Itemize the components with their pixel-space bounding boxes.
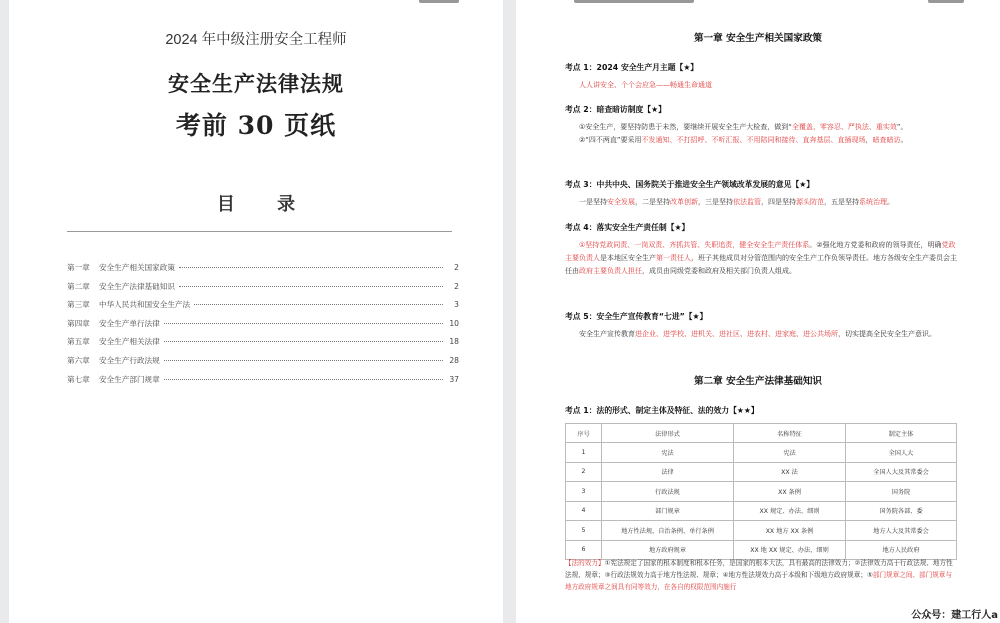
kd-6-title: 考点 1：法的形式、制定主体及特征、法的效力【★★】 xyxy=(565,406,759,415)
toc-item[interactable] xyxy=(67,299,459,318)
table-header-row xyxy=(566,424,957,443)
toc-title: 安全生产行政法规 xyxy=(99,355,160,365)
highlight-run: 进企业、进学校、进机关、进社区、进农村、进家庭、进公共场所 xyxy=(635,330,838,338)
table-cell: 地方人大及其常委会 xyxy=(846,521,957,541)
table-row xyxy=(566,462,957,482)
table-cell: 宪法 xyxy=(734,443,846,463)
text-run: ，五是坚持 xyxy=(824,198,859,206)
toc-chapter: 第六章 xyxy=(67,355,90,365)
toc-leader xyxy=(179,286,443,287)
page-edge-remnant xyxy=(928,0,964,3)
kd-1-title: 考点 1：2024 安全生产月主题【★】 xyxy=(565,63,699,72)
text-run: ①安全生产，要坚持防患于未然，要继续开展安全生产大检查，做到“ xyxy=(579,123,792,131)
chapter-2-title: 第二章 安全生产法律基础知识 xyxy=(693,376,823,387)
toc-heading: 目 录 xyxy=(216,194,314,215)
table-cell: 部门规章 xyxy=(602,501,734,521)
toc-item[interactable] xyxy=(67,336,459,355)
toc-item[interactable] xyxy=(67,355,459,374)
text-run: ， xyxy=(865,136,873,144)
highlight-run: 党政主要负责人 xyxy=(565,241,956,262)
toc-divider xyxy=(67,231,452,232)
table-cell: 全国人大及其常委会 xyxy=(846,462,957,482)
text-run: ”。 xyxy=(896,123,908,131)
highlight-run: 安全发展 xyxy=(607,198,635,206)
toc-page: 2 xyxy=(454,281,459,291)
table-row xyxy=(566,521,957,541)
kd-5-title: 考点 5：安全生产宣传教育“七进”【★】 xyxy=(565,312,708,321)
text-run: 。 xyxy=(887,198,894,206)
highlight-run: 不发通知、不打招呼、不听汇报、不用陪同和接待、直奔基层、直插现场 xyxy=(641,136,866,144)
col-header: 法律形式 xyxy=(602,424,734,443)
col-header: 制定主体 xyxy=(846,424,957,443)
toc-page: 2 xyxy=(454,263,459,272)
cover-title: 安全生产法律法规 xyxy=(168,72,344,96)
table-cell: 地方政府规章 xyxy=(602,540,734,560)
toc-page: 10 xyxy=(449,318,459,328)
toc-title: 中华人民共和国安全生产法 xyxy=(99,300,191,310)
table-cell: XX 规定、办法、细则 xyxy=(734,501,846,521)
kd-2-para-1 xyxy=(565,121,957,134)
toc-page: 28 xyxy=(449,355,459,365)
col-header: 序号 xyxy=(566,424,602,443)
toc-page: 37 xyxy=(449,374,459,384)
kd-3-para xyxy=(565,196,957,209)
table-cell: XX 条例 xyxy=(734,482,846,502)
kd-5-para xyxy=(565,328,957,341)
toc-list xyxy=(67,262,459,392)
highlight-run: ①坚持党政同责、一岗双责、齐抓共管、失职追责，健全安全生产责任体系 xyxy=(579,241,810,249)
page-edge-remnant xyxy=(419,0,459,3)
kd-4-para xyxy=(565,239,957,278)
toc-chapter: 第三章 xyxy=(67,300,90,310)
table-cell: XX 地方 XX 条例 xyxy=(734,521,846,541)
text-run: ①宪法规定了国家的根本制度和根本任务，是国家的根本大法，具有最高的法律效力；②法律效力高于行政法规、地方性法规、规章；③行政法规效力高于地方性法规、规章；④地方性法规效力高于本级和下级地方政府规章；⑤ xyxy=(565,559,953,579)
text-run: 是本地区安全生产 xyxy=(600,254,656,262)
toc-title: 安全生产相关国家政策 xyxy=(99,263,175,272)
kd-4-title: 考点 4：落实安全生产责任制【★】 xyxy=(565,223,690,232)
toc-title: 安全生产相关法律 xyxy=(99,337,160,347)
toc-chapter: 第四章 xyxy=(67,318,90,328)
toc-chapter: 第一章 xyxy=(67,263,90,272)
text-run: 。 xyxy=(900,136,908,144)
table-cell: 法律 xyxy=(602,462,734,482)
table-cell: 国务院各部、委 xyxy=(846,501,957,521)
toc-item[interactable] xyxy=(67,318,459,337)
toc-leader xyxy=(164,323,443,324)
kd-3-title: 考点 3：中共中央、国务院关于推进安全生产领域改革发展的意见【★】 xyxy=(565,180,815,189)
chapter-1-title: 第一章 安全生产相关国家政策 xyxy=(693,33,823,44)
toc-leader xyxy=(164,341,443,342)
col-header: 名称特征 xyxy=(734,424,846,443)
law-effect-note xyxy=(565,557,957,593)
highlight-run: 源头防范 xyxy=(796,198,824,206)
highlight-run: 改革创新 xyxy=(670,198,698,206)
table-cell: 行政法规 xyxy=(602,482,734,502)
toc-chapter: 第七章 xyxy=(67,374,90,384)
table-cell: 5 xyxy=(566,521,602,541)
table-cell: 1 xyxy=(566,443,602,463)
law-forms-table xyxy=(565,423,957,560)
table-cell: 2 xyxy=(566,462,602,482)
table-row xyxy=(566,501,957,521)
toc-leader xyxy=(194,304,443,305)
table-cell: 4 xyxy=(566,501,602,521)
page-edge-remnant xyxy=(574,0,694,3)
table-cell: XX 法 xyxy=(734,462,846,482)
text-run: 。②强化地方党委和政府的领导责任，明确 xyxy=(809,241,942,249)
highlight-run: 暗查暗访 xyxy=(872,136,901,144)
table-cell: 3 xyxy=(566,482,602,502)
toc-title: 安全生产法律基础知识 xyxy=(99,281,175,291)
toc-item[interactable] xyxy=(67,262,459,281)
toc-page: 18 xyxy=(449,337,459,347)
table-cell: 国务院 xyxy=(846,482,957,502)
table-row xyxy=(566,482,957,502)
toc-leader xyxy=(179,267,443,268)
table-cell: 地方性法规、自治条例、单行条例 xyxy=(602,521,734,541)
highlight-run: 全覆盖、零容忍、严执法、重实效 xyxy=(791,123,897,131)
table-cell: 地方人民政府 xyxy=(846,540,957,560)
toc-page: 3 xyxy=(454,300,459,310)
text-run: ，班子其他成员对分管范围内的安全生产工作负领导责任。地方各级安全生产委员会主任由 xyxy=(565,254,957,275)
toc-title: 安全生产部门规章 xyxy=(99,374,160,384)
toc-title: 安全生产单行法律 xyxy=(99,318,160,328)
highlight-run: 【法的效力】 xyxy=(565,559,605,567)
highlight-run: 政府主要负责人担任 xyxy=(579,267,642,275)
text-run: ，成员由同级党委和政府及相关部门负责人组成。 xyxy=(642,267,796,275)
kd-2-title: 考点 2：暗查暗访制度【★】 xyxy=(565,105,666,114)
highlight-run: 第一责任人 xyxy=(656,254,691,262)
left-page xyxy=(9,0,503,623)
kd-1-theme: 人人讲安全、个个会应急——畅通生命通道 xyxy=(579,81,712,89)
table-row xyxy=(566,443,957,463)
highlight-run: 依法监管 xyxy=(733,198,761,206)
toc-item[interactable] xyxy=(67,281,459,300)
right-page xyxy=(516,0,1000,623)
toc-leader xyxy=(164,360,443,361)
table-cell: XX 地 XX 规定、办法、细则 xyxy=(734,540,846,560)
table-cell: 6 xyxy=(566,540,602,560)
text-run: ，二是坚持 xyxy=(635,198,670,206)
toc-leader xyxy=(164,379,443,380)
toc-chapter: 第二章 xyxy=(67,281,90,291)
text-run: ②“四不两直”要采用 xyxy=(579,136,642,144)
text-run: ，切实提高全民安全生产意识。 xyxy=(838,330,936,338)
table-cell: 宪法 xyxy=(602,443,734,463)
toc-chapter: 第五章 xyxy=(67,337,90,347)
text-run: ，四是坚持 xyxy=(761,198,796,206)
cover-subtitle: 2024 年中级注册安全工程师 xyxy=(165,32,347,48)
highlight-run: 系统治理 xyxy=(859,198,887,206)
text-run: 一是坚持 xyxy=(579,198,607,206)
highlight-run: 部门规章之间、部门规章与地方政府规章之间具有同等效力，在各自的权限范围内施行 xyxy=(565,571,952,591)
cover-title-2: 考前 30 页纸 xyxy=(175,111,337,140)
kd-2-para-2 xyxy=(565,134,957,147)
table-cell: 全国人大 xyxy=(846,443,957,463)
toc-item[interactable] xyxy=(67,374,459,393)
text-run: ，三是坚持 xyxy=(698,198,733,206)
wechat-watermark: 公众号：建工行人a xyxy=(911,610,998,621)
text-run: 安全生产宣传教育 xyxy=(579,330,635,338)
